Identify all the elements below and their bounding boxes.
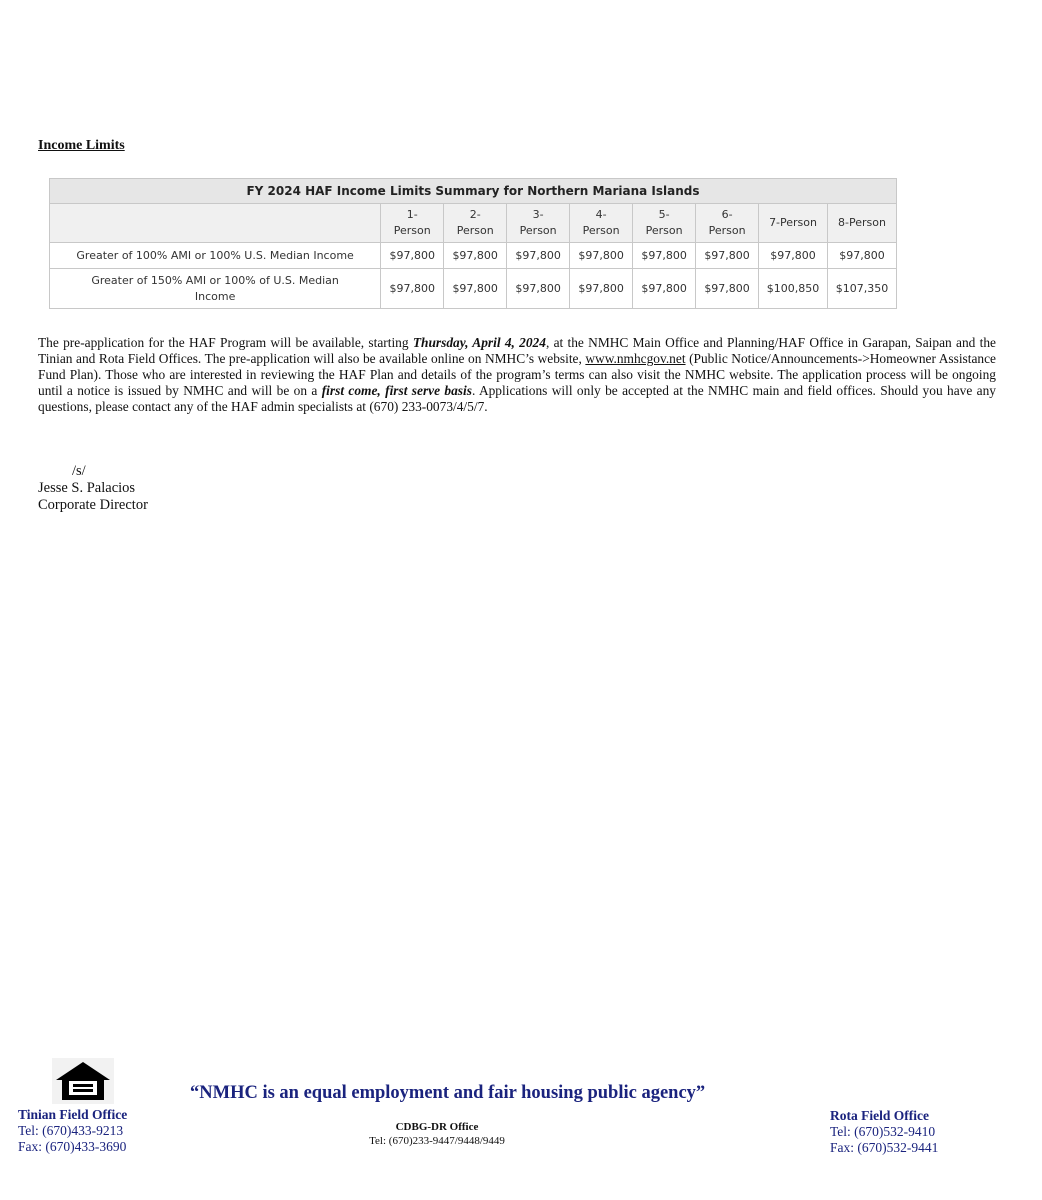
tinian-field-office	[18, 1107, 127, 1155]
footer-motto: “NMHC is an equal employment and fair housing public agency”	[190, 1083, 706, 1103]
office-fax: Fax: (670)433-3690	[18, 1139, 127, 1154]
signature-mark: /s/	[72, 463, 86, 479]
table-cell: $97,800	[633, 243, 696, 269]
row-label: Greater of 100% AMI or 100% U.S. Median Income	[50, 243, 381, 269]
signature-block	[38, 463, 148, 514]
office-tel: Tel: (670)532-9410	[830, 1124, 936, 1139]
column-header-1-person: 1- Person	[381, 204, 444, 243]
table-header-blank	[50, 204, 381, 243]
equal-housing-opportunity-icon	[52, 1058, 114, 1104]
office-name: CDBG-DR Office	[395, 1121, 479, 1133]
office-tel: Tel: (670)233-9447/9448/9449	[369, 1135, 505, 1147]
row-label: Greater of 150% AMI or 100% of U.S. Median Income	[50, 269, 381, 309]
column-header-5-person: 5- Person	[633, 204, 696, 243]
paragraph-text: , at the NMHC Main Office and Planning/HAF Office in Garapan, Saipan and the Tinian and Rota Field Offices. The pre-application will also be available online on NMHC’s website,	[38, 335, 996, 366]
column-header-2-person: 2- Person	[444, 204, 507, 243]
table-cell: $97,800	[444, 269, 507, 309]
signer-name: Jesse S. Palacios	[38, 480, 136, 496]
first-come-emphasis: first come, first serve basis	[321, 383, 472, 398]
table-cell: $97,800	[759, 243, 828, 269]
table-row	[50, 269, 897, 309]
table-cell: $100,850	[759, 269, 828, 309]
rota-field-office	[830, 1108, 938, 1156]
table-title: FY 2024 HAF Income Limits Summary for Northern Mariana Islands	[50, 179, 897, 204]
pre-application-paragraph	[38, 335, 996, 415]
table-header-row	[50, 204, 897, 243]
paragraph-text: The pre-application for the HAF Program will be available, starting	[38, 335, 413, 350]
website-link[interactable]: www.nmhcgov.net	[585, 351, 686, 366]
table-cell: $97,800	[444, 243, 507, 269]
table-row	[50, 243, 897, 269]
office-fax: Fax: (670)532-9441	[830, 1140, 939, 1155]
table-cell: $97,800	[381, 269, 444, 309]
column-header-6-person: 6- Person	[696, 204, 759, 243]
table-cell: $97,800	[507, 243, 570, 269]
cdbg-dr-office	[352, 1120, 522, 1148]
table-cell: $97,800	[696, 243, 759, 269]
table-cell: $97,800	[570, 243, 633, 269]
income-limits-table	[49, 178, 897, 309]
table-cell: $97,800	[570, 269, 633, 309]
table-cell: $97,800	[828, 243, 897, 269]
column-header-7-person: 7-Person	[759, 204, 828, 243]
paragraph-text: . Applications will only be accepted at the NMHC main and field offices. Should you have any questions, please contact any of the HAF admin specialists at (670) 233-0073/4/5/7.	[38, 383, 996, 414]
paragraph-text: (Public Notice/Announcements->Homeowner Assistance Fund Plan). Those who are interested in reviewing the HAF Plan and details of the program’s terms can also visit the NMHC website. The application process will be ongoing until a notice is issued by NMHC and will be on a	[38, 351, 996, 398]
column-header-4-person: 4- Person	[570, 204, 633, 243]
table-cell: $107,350	[828, 269, 897, 309]
income-limits-heading: Income Limits	[38, 138, 125, 153]
start-date: Thursday, April 4, 2024	[412, 335, 546, 350]
table-cell: $97,800	[696, 269, 759, 309]
office-name: Tinian Field Office	[18, 1107, 128, 1122]
table-cell: $97,800	[507, 269, 570, 309]
office-name: Rota Field Office	[830, 1108, 929, 1123]
column-header-3-person: 3- Person	[507, 204, 570, 243]
table-cell: $97,800	[381, 243, 444, 269]
table-cell: $97,800	[633, 269, 696, 309]
signer-title: Corporate Director	[38, 497, 148, 513]
column-header-8-person: 8-Person	[828, 204, 897, 243]
office-tel: Tel: (670)433-9213	[18, 1123, 124, 1138]
